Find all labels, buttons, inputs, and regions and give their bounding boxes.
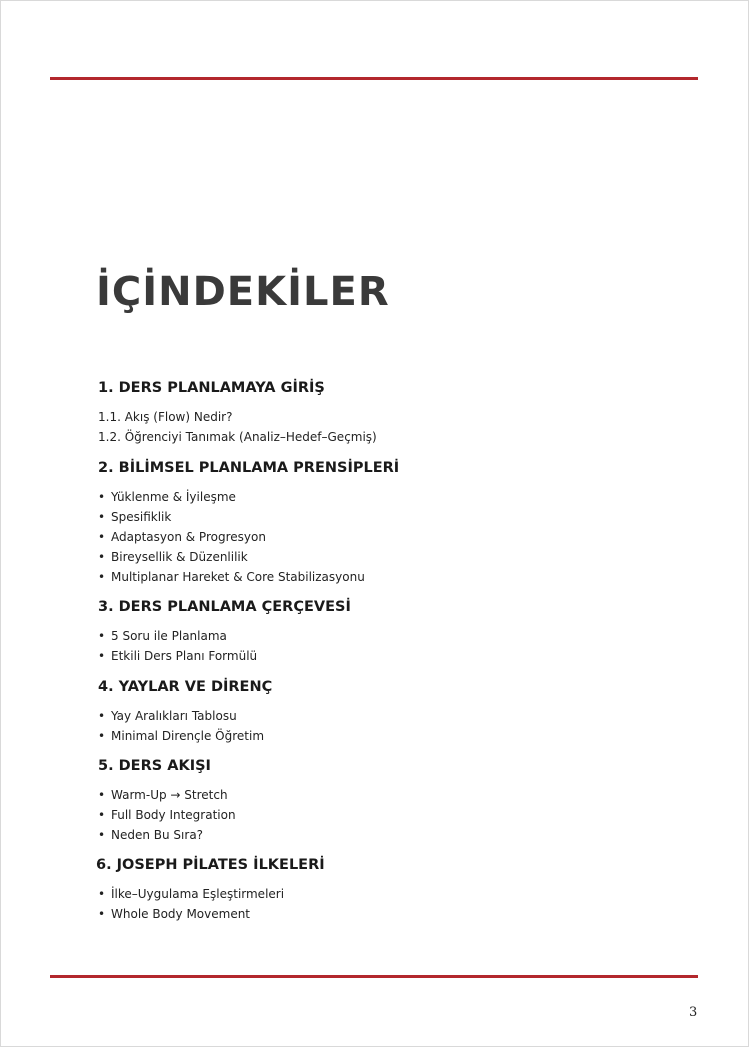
toc-entry-5-2: • Full Body Integration [98, 806, 236, 824]
section-heading-1: 1. DERS PLANLAMAYA GİRİŞ [98, 380, 325, 396]
toc-entry-2-2: • Spesifiklik [98, 508, 171, 526]
toc-entry-5-1: • Warm-Up → Stretch [98, 786, 228, 804]
section-heading-6: 6. JOSEPH PİLATES İLKELERİ [96, 857, 325, 873]
toc-entry-2-5: • Multiplanar Hareket & Core Stabilizasyonu [98, 568, 365, 586]
section-heading-4: 4. YAYLAR VE DİRENÇ [98, 679, 273, 695]
page-number: 3 [689, 1005, 698, 1020]
section-heading-5: 5. DERS AKIŞI [98, 758, 211, 774]
toc-entry-5-3: • Neden Bu Sıra? [98, 826, 203, 844]
toc-entry-1-2: 1.2. Öğrenciyi Tanımak (Analiz–Hedef–Geçmiş) [98, 430, 377, 444]
section-heading-2: 2. BİLİMSEL PLANLAMA PRENSİPLERİ [98, 460, 400, 476]
bottom-divider [50, 975, 698, 978]
toc-entry-3-2: • Etkili Ders Planı Formülü [98, 647, 257, 665]
section-heading-3: 3. DERS PLANLAMA ÇERÇEVESİ [98, 599, 351, 615]
toc-entry-2-4: • Bireysellik & Düzenlilik [98, 548, 248, 566]
toc-entry-1-1: 1.1. Akış (Flow) Nedir? [98, 410, 233, 424]
toc-entry-4-1: • Yay Aralıkları Tablosu [98, 707, 237, 725]
toc-entry-3-1: • 5 Soru ile Planlama [98, 627, 227, 645]
toc-entry-2-1: • Yüklenme & İyileşme [98, 488, 236, 506]
toc-entry-6-2: • Whole Body Movement [98, 905, 250, 923]
top-divider [50, 77, 698, 80]
page-title: İÇİNDEKİLER [96, 269, 390, 315]
toc-entry-6-1: • İlke–Uygulama Eşleştirmeleri [98, 885, 284, 903]
toc-entry-2-3: • Adaptasyon & Progresyon [98, 528, 266, 546]
toc-entry-4-2: • Minimal Dirençle Öğretim [98, 727, 264, 745]
